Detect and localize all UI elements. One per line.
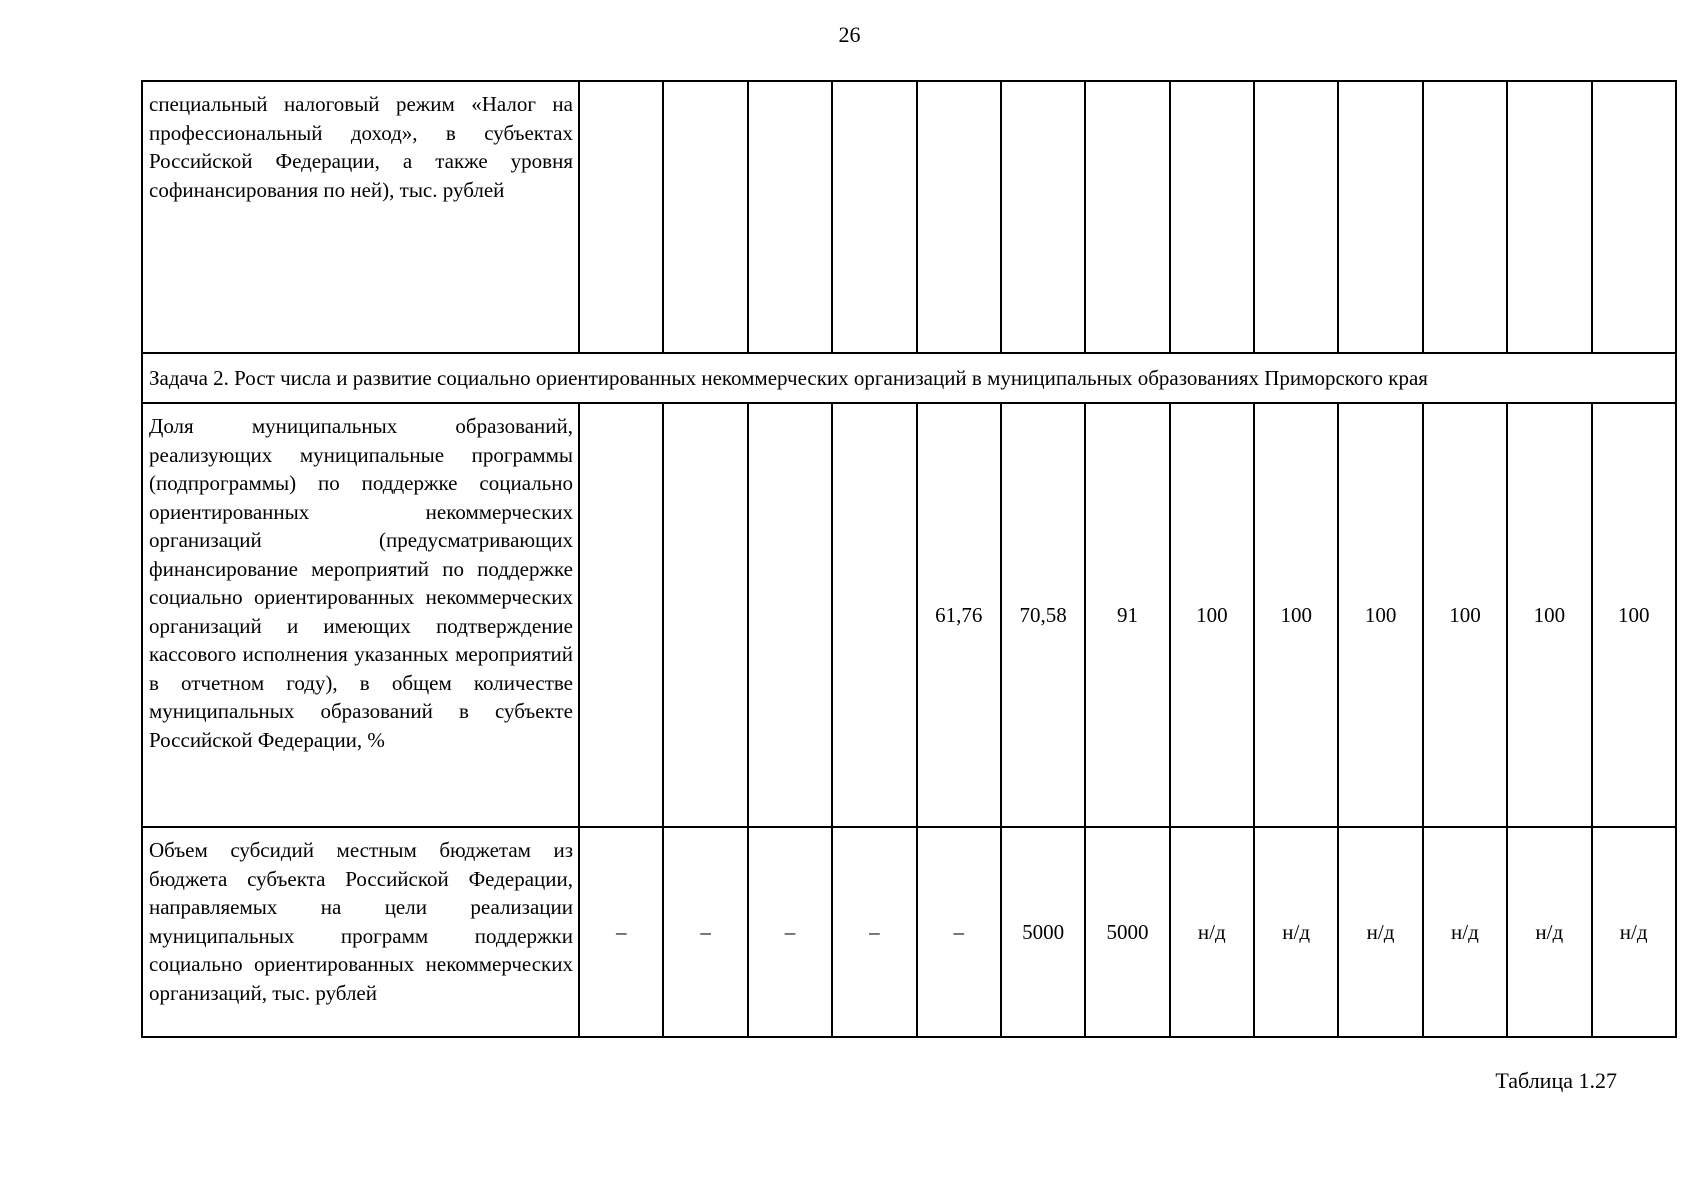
value-cell <box>1507 81 1591 353</box>
value-cell <box>1085 81 1169 353</box>
indicator-description: Доля муниципальных образований, реализующих муниципальные программы (подпрограммы) по поддержке социально ориентированных некоммерческих организаций (предусматривающих финансирование мероприятий по поддержке социально ориентированных некоммерческих организаций и имеющих подтверждение кассового исполнения указанных мероприятий в отчетном году), в общем количестве муниципальных образований в субъекте Российской Федерации, % <box>142 403 579 827</box>
value-cell <box>748 403 832 827</box>
value-cell <box>832 81 916 353</box>
value-cell <box>663 403 747 827</box>
value-cell: – <box>832 827 916 1037</box>
value-cell <box>1254 81 1338 353</box>
table-row <box>142 81 1676 353</box>
value-cell <box>1592 81 1676 353</box>
value-cell: 5000 <box>1085 827 1169 1037</box>
value-cell: н/д <box>1507 827 1591 1037</box>
value-cell: – <box>748 827 832 1037</box>
table-row <box>142 353 1676 403</box>
value-cell <box>917 81 1001 353</box>
value-cell: 100 <box>1254 403 1338 827</box>
value-cell: 61,76 <box>917 403 1001 827</box>
value-cell: н/д <box>1170 827 1254 1037</box>
value-cell: н/д <box>1423 827 1507 1037</box>
value-cell <box>1338 81 1422 353</box>
value-cell <box>1170 81 1254 353</box>
table-caption: Таблица 1.27 <box>1495 1068 1617 1093</box>
value-cell <box>748 81 832 353</box>
task-heading: Задача 2. Рост числа и развитие социально ориентированных некоммерческих организаций в муниципальных образованиях Приморского края <box>142 353 1676 403</box>
value-cell <box>663 81 747 353</box>
table-row <box>142 827 1676 1037</box>
indicator-description: Объем субсидий местным бюджетам из бюджета субъекта Российской Федерации, направляемых на цели реализации муниципальных программ поддержки социально ориентированных некоммерческих организаций, тыс. рублей <box>142 827 579 1037</box>
value-cell: н/д <box>1338 827 1422 1037</box>
value-cell: – <box>917 827 1001 1037</box>
value-cell <box>1001 81 1085 353</box>
value-cell <box>579 403 663 827</box>
value-cell <box>832 403 916 827</box>
value-cell: 100 <box>1170 403 1254 827</box>
value-cell: 100 <box>1423 403 1507 827</box>
value-cell: н/д <box>1254 827 1338 1037</box>
indicator-table <box>141 80 1677 1038</box>
value-cell <box>579 81 663 353</box>
value-cell: – <box>663 827 747 1037</box>
value-cell: 91 <box>1085 403 1169 827</box>
indicator-description: специальный налоговый режим «Налог на профессиональный доход», в субъектах Российской Федерации, а также уровня софинансирования по ней), тыс. рублей <box>142 81 579 353</box>
page-number: 26 <box>838 22 861 47</box>
value-cell: 70,58 <box>1001 403 1085 827</box>
value-cell <box>1423 81 1507 353</box>
value-cell: 100 <box>1507 403 1591 827</box>
value-cell: 100 <box>1592 403 1676 827</box>
table-row <box>142 403 1676 827</box>
value-cell: 5000 <box>1001 827 1085 1037</box>
value-cell: 100 <box>1338 403 1422 827</box>
value-cell: н/д <box>1592 827 1676 1037</box>
value-cell: – <box>579 827 663 1037</box>
